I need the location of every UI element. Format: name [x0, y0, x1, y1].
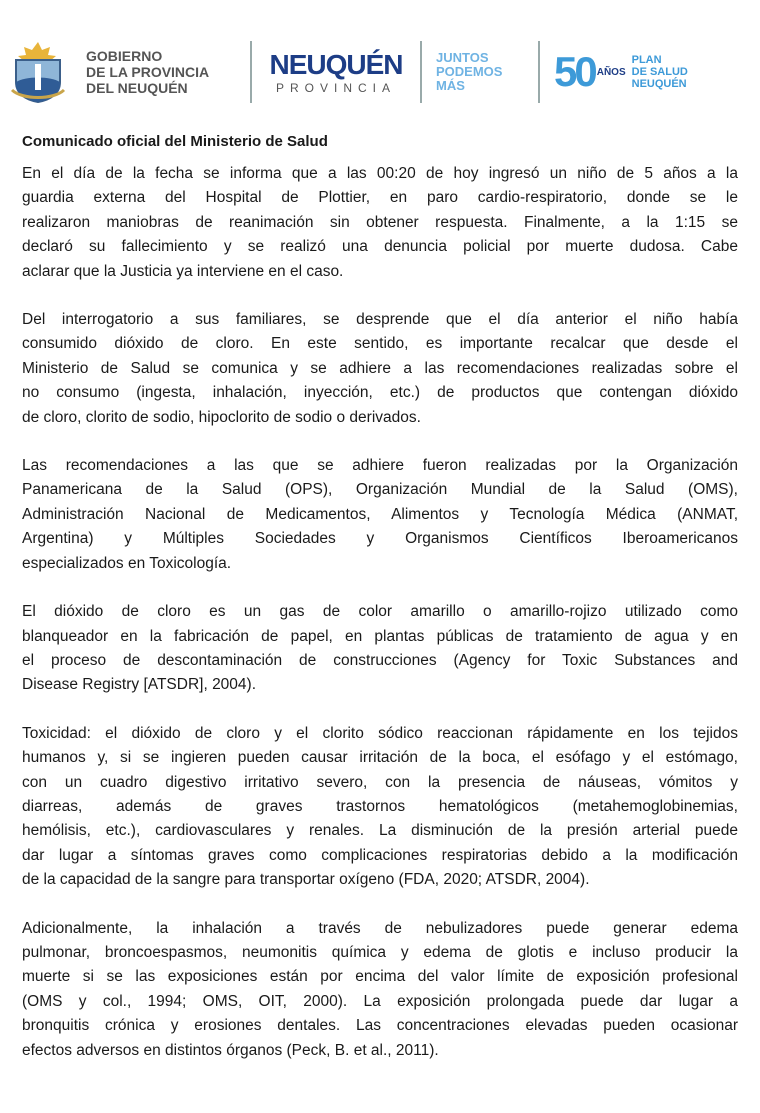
- text-line: muerte si se las exposiciones están por encima del valor límite de exposición profesional: [22, 968, 738, 986]
- text-line: blanqueador en la fabricación de papel, en plantas públicas de tratamiento de agua y en: [22, 627, 738, 645]
- slogan-line: PODEMOS: [436, 64, 503, 79]
- provincia-text: PROVINCIA: [275, 81, 396, 95]
- paragraph: [22, 162, 738, 284]
- divider: [250, 41, 252, 103]
- text-line: realizaron maniobras de reanimación sin obtener respuesta. Finalmente, a la 1:15 se: [22, 213, 738, 231]
- text-line: hemólisis, etc.), cardiovasculares y renales. La disminución de la presión arterial puede: [22, 822, 738, 840]
- fifty-years-logo: 50: [554, 48, 595, 95]
- text-line: Las recomendaciones a las que se adhiere fueron realizadas por la Organización: [22, 457, 738, 475]
- plan-line: DE SALUD: [631, 66, 688, 78]
- document-body: [22, 133, 738, 1087]
- paragraph: [22, 308, 738, 430]
- slogan-line: JUNTOS: [436, 50, 489, 65]
- text-line: dar lugar a síntomas graves como complicaciones respiratorias debido a la modificación: [22, 846, 738, 864]
- text-line: Argentina) y Múltiples Sociedades y Organismos Científicos Iberoamericanos: [22, 530, 738, 548]
- text-line: Ministerio de Salud se comunica y se adhiere a las recomendaciones realizadas sobre el: [22, 359, 738, 377]
- text-line: Administración Nacional de Medicamentos, Alimentos y Tecnología Médica (ANMAT,: [22, 505, 738, 523]
- text-line: Adicionalmente, la inhalación a través de nebulizadores puede generar edema: [22, 919, 738, 937]
- text-line: Disease Registry [ATSDR], 2004).: [22, 676, 257, 694]
- text-line: Del interrogatorio a sus familiares, se desprende que el día anterior el niño había: [22, 311, 738, 329]
- province-shield-icon: [8, 40, 68, 104]
- plan-line: NEUQUÉN: [631, 78, 687, 90]
- divider: [538, 41, 540, 103]
- text-line: de la capacidad de la sangre para transportar oxígeno (FDA, 2020; ATSDR, 2004).: [22, 871, 590, 889]
- neuquen-text: NEUQUÉN: [269, 49, 403, 80]
- text-line: no consumo (ingesta, inhalación, inyección, etc.) de productos que contengan dióxido: [22, 384, 738, 402]
- text-line: pulmonar, broncoespasmos, neumonitis química y edema de glotis e incluso producir la: [22, 943, 738, 961]
- text-line: Toxicidad: el dióxido de cloro y el clorito sódico reaccionan rápidamente en los tejidos: [22, 724, 738, 742]
- text-line: aclarar que la Justicia ya interviene en el caso.: [22, 262, 344, 280]
- juntos-slogan: [436, 51, 524, 93]
- plan-salud-text: [632, 54, 688, 90]
- divider: [420, 41, 422, 103]
- slogan-line: MÁS: [436, 78, 465, 93]
- paragraph: [22, 454, 738, 576]
- text-line: con un cuadro digestivo irritativo severo, con la presencia de náuseas, vómitos y: [22, 773, 738, 791]
- text-line: El dióxido de cloro es un gas de color amarillo o amarillo-rojizo utilizado como: [22, 603, 738, 621]
- neuquen-logo: [266, 49, 406, 95]
- text-line: humanos y, si se ingieren pueden causar irritación de la boca, el esófago y el estómago,: [22, 749, 738, 767]
- text-line: guardia externa del Hospital de Plottier, en paro cardio-respiratorio, donde se le: [22, 189, 738, 207]
- text-line: el proceso de descontaminación de construcciones (Agency for Toxic Substances and: [22, 651, 738, 669]
- plan-line: PLAN: [631, 54, 662, 66]
- text-line: (OMS y col., 1994; OMS, OIT, 2000). La exposición prolongada puede dar lugar a: [22, 992, 738, 1010]
- gobierno-line: DE LA PROVINCIA: [86, 64, 210, 80]
- letterhead: [8, 36, 760, 108]
- paragraph: [22, 917, 738, 1063]
- text-line: efectos adversos en distintos órganos (Peck, B. et al., 2011).: [22, 1041, 439, 1059]
- anos-text: AÑOS: [596, 66, 626, 78]
- text-line: especializados en Toxicología.: [22, 554, 232, 572]
- text-line: de cloro, clorito de sodio, hipoclorito de sodio o derivados.: [22, 408, 421, 426]
- text-line: diarreas, además de graves trastornos hematológicos (metahemoglobinemias,: [22, 797, 738, 815]
- gobierno-text: [86, 48, 236, 96]
- text-line: declaró su fallecimiento y se realizó una denuncia policial por muerte dudosa. Cabe: [22, 238, 738, 256]
- text-line: En el día de la fecha se informa que a las 00:20 de hoy ingresó un niño de 5 años a la: [22, 165, 738, 182]
- text-line: bronquitis crónica y erosiones dentales. Las concentraciones elevadas pueden ocasionar: [22, 1017, 738, 1035]
- gobierno-line: DEL NEUQUÉN: [86, 80, 188, 96]
- paragraph: [22, 600, 738, 698]
- text-line: consumido dióxido de cloro. En este sentido, es importante recalcar que desde el: [22, 335, 738, 353]
- document-title: Comunicado oficial del Ministerio de Salud: [22, 133, 328, 150]
- gobierno-line: GOBIERNO: [86, 48, 163, 64]
- paragraph: [22, 722, 738, 893]
- text-line: Panamericana de la Salud (OPS), Organización Mundial de la Salud (OMS),: [22, 481, 738, 499]
